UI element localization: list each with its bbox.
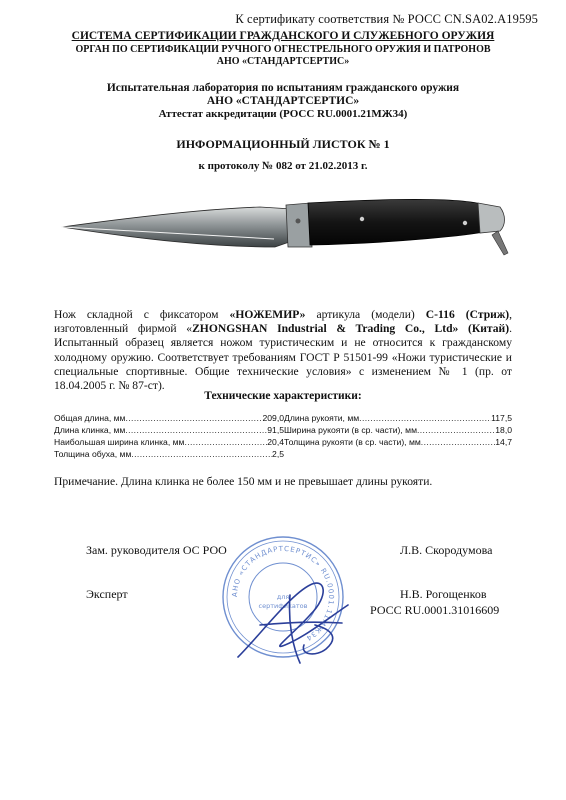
specs-title: Технические характеристики: xyxy=(204,390,362,402)
svg-text:сертификатов: сертификатов xyxy=(258,602,308,610)
spec-value: 209,0 xyxy=(262,413,284,423)
svg-text:для: для xyxy=(276,593,290,601)
spec-label: Ширина рукояти (в ср. части), мм xyxy=(284,425,417,435)
product-description xyxy=(54,308,512,393)
spec-row xyxy=(284,437,512,447)
lab-name: Испытательная лаборатория по испытаниям гражданского оружия xyxy=(106,82,460,94)
signatory-name-expert: Н.В. Рогощенков xyxy=(400,587,487,601)
spec-row xyxy=(54,449,284,459)
lab-accreditation: Аттестат аккредитации (РОСС RU.0001.21МЖ34) xyxy=(158,108,408,120)
description-text: Нож складной с фиксатором xyxy=(54,308,230,321)
spec-leader xyxy=(125,413,262,423)
signatory-name-deputy: Л.В. Скородумова xyxy=(400,543,493,557)
note: Примечание. Длина клинка не более 150 мм и не превышает длины рукояти. xyxy=(54,475,433,488)
certification-system-title: СИСТЕМА СЕРТИФИКАЦИИ ГРАЖДАНСКОГО И СЛУЖЕБНОГО ОРУЖИЯ xyxy=(71,30,495,42)
spec-label: Общая длина, мм xyxy=(54,413,126,423)
model-name: С-116 (Стриж) xyxy=(425,308,510,321)
description-text: , изготовленный фирмой « xyxy=(54,308,513,336)
spec-leader xyxy=(417,425,495,435)
spec-row xyxy=(284,425,512,435)
spec-label: Наибольшая ширина клинка, мм xyxy=(54,437,185,447)
expert-registration: РОСС RU.0001.31016609 xyxy=(370,603,500,617)
spec-label: Толщина рукояти (в ср. части), мм xyxy=(284,437,421,447)
spec-value: 18,0 xyxy=(495,425,512,435)
specs-left-column xyxy=(54,413,284,459)
specs-right-column xyxy=(284,413,512,447)
lab-organization: АНО «СТАНДАРТСЕРТИС» xyxy=(206,95,360,107)
spec-leader xyxy=(359,413,491,423)
certification-organ: ОРГАН ПО СЕРТИФИКАЦИИ РУЧНОГО ОГНЕСТРЕЛЬНОГО ОРУЖИЯ И ПАТРОНОВ xyxy=(75,44,491,55)
spec-value: 20,4 xyxy=(267,437,284,447)
spec-value: 117,5 xyxy=(491,413,512,423)
spec-value: 91,5 xyxy=(267,425,284,435)
spec-label: Длина клинка, мм xyxy=(54,425,126,435)
spec-leader xyxy=(421,437,495,447)
spec-row xyxy=(54,437,284,447)
handwritten-signature xyxy=(230,565,360,675)
spec-value: 14,7 xyxy=(495,437,512,447)
spec-leader xyxy=(184,437,267,447)
spec-leader xyxy=(131,449,272,459)
protocol-reference: к протоколу № 082 от 21.02.2013 г. xyxy=(198,160,368,172)
spec-row xyxy=(54,413,284,423)
spec-label: Толщина обуха, мм xyxy=(54,449,132,459)
knife-photo xyxy=(60,195,510,275)
certificate-reference: К сертификату соответствия № РОСС CN.SA02.A19595 xyxy=(235,12,538,26)
svg-text:АНО «СТАНДАРТСЕРТИС» RU.0001.1: АНО «СТАНДАРТСЕРТИС» RU.0001.11МЖ34 xyxy=(230,544,336,643)
description-text: артикула (модели) xyxy=(305,308,426,321)
spec-value: 2,5 xyxy=(272,449,284,459)
spec-row xyxy=(284,413,512,423)
spec-row xyxy=(54,425,284,435)
signatory-role-expert: Эксперт xyxy=(86,587,128,601)
document-title: ИНФОРМАЦИОННЫЙ ЛИСТОК № 1 xyxy=(176,137,390,151)
spec-label: Длина рукояти, мм xyxy=(284,413,360,423)
brand-name: «НОЖЕМИР» xyxy=(229,308,306,321)
signatory-role-deputy: Зам. руководителя ОС РОО xyxy=(86,543,227,557)
organization-name: АНО «СТАНДАРТСЕРТИС» xyxy=(216,56,350,67)
spec-leader xyxy=(125,425,267,435)
description-text: . Испытанный образец является ножом туристическим и не относится к гражданскому холодному оружию. Соответствует требованиям ГОСТ Р 51501-99 «Ножи туристические и специальные спортивные. Общие технические условия» с изменением № 1 (пр. от 18.04.2005 г. № 87-ст). xyxy=(54,322,513,393)
manufacturer-name: ZHONGSHAN Industrial & Trading Co., Ltd» (Китай) xyxy=(192,322,510,336)
